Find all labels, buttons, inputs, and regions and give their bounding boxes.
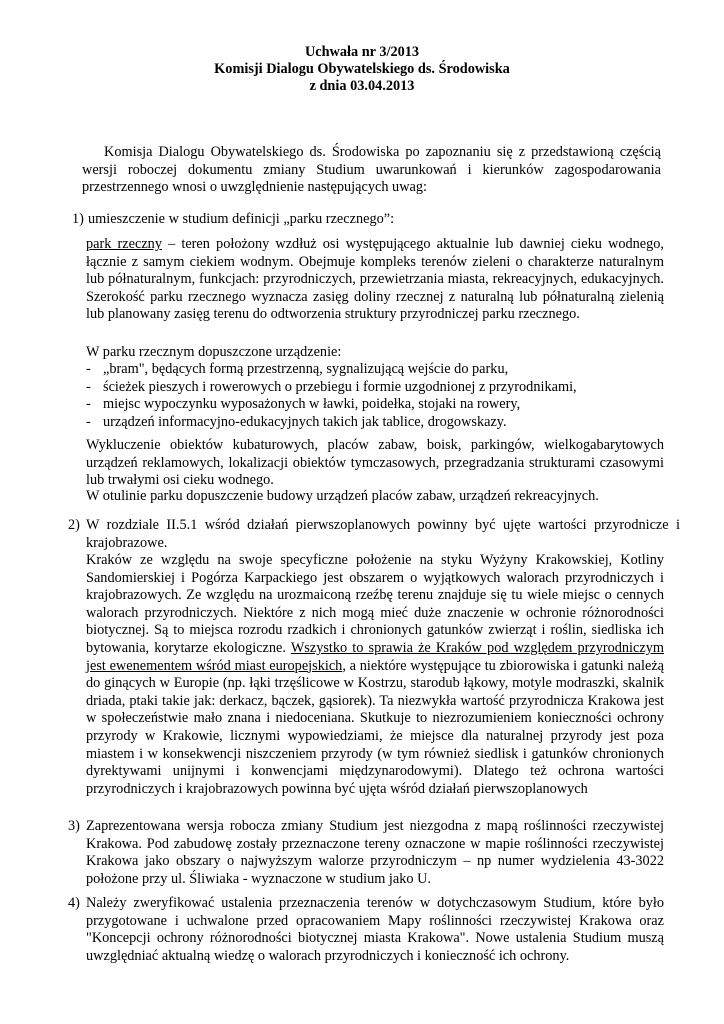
park-definition-text: – teren położony wzdłuż osi występującego aktualnie lub dawniej cieku wodnego, łącznie z samym ciekiem wodnym. Obejmuje kompleks terenów zieleni o charakterze naturalnym lub półnaturalnym, funkcjach: przyrodniczych, przewietrzania miasta, rekreacyjnych, edukacyjnych. Szerokość parku rzecznego wyznacza zasięg doliny rzecznej z naturalną lub półnaturalną zielenią lub planowany zasięg terenu do odtworzenia struktury przyrodniczej parku rzecznego. xyxy=(86,236,665,323)
allowed-intro: W parku rzecznym dopuszczone urządzenie: xyxy=(86,344,342,360)
park-definition xyxy=(86,236,664,324)
item-2-body-rest: , a niektóre występujące tu zbiorowiska i gatunki należą do ginących w Europie (np. łąki trzęślicowe w Kostrzu, starodub łąkowy, motyle modraszki, skalnik driada, ptaki takie jak: derkacz, bączek, gąsiorek). Ta niezwykła wartość przyrodnicza Krakowa jest w społeczeństwie mało znana i niedoceniana. Skutkuje to niezrozumieniem konieczności ochrony przyrody w Krakowie, licznymi wypowiedziami, że miejsce dla naturalnej przyrody jest poza miastem i w konsekwencji niszczeniem przyrody (w tym również siedlisk i gatunków chronionych dyrektywami unijnymi i konwencjami międzynarodowymi). Dlatego też ochrona wartości przyrodniczych i krajobrazowych powinna być ujęta wśród działań pierwszoplanowych xyxy=(86,657,665,797)
item-2-chapter-note: W rozdziale II.5.1 wśród działań pierwszoplanowych powinny być ujęte wartości przyrodnicze i krajobrazowe. xyxy=(86,517,680,551)
item-1-number: 1) xyxy=(72,211,84,227)
allowed-item-text: miejsc wypoczynku wyposażonych w ławki, poidełka, stojaki na rowery, xyxy=(103,396,521,413)
allowed-item-text: „bram", będących formą przestrzenną, sygnalizującą wejście do parku, xyxy=(103,361,509,377)
item-2-number: 2) xyxy=(68,517,80,533)
item-2-body-text: Kraków ze względu na swoje specyficzne położenie na styku Wyżyny Krakowskiej, Kotliny Sandomierskiej i Pogórza Karpackiego jest obszarem o wyjątkowych walorach przyrodniczych i krajobrazowych. Ze względu na urozmaiconą rzeźbę terenu znajduje się tu wiele miejsc o cennych walorach przyrodniczych. Niektóre z nich mogą mieć duże znaczenie w ochronie różnorodności biotycznej. Są to miejsca rozrodu rzadkich i chronionych gatunków zwierząt i roślin, siedliska ich bytowania, korytarze ekologiczne. xyxy=(86,552,664,656)
resolution-number: Uchwała nr 3/2013 xyxy=(304,44,420,60)
committee-name: Komisji Dialogu Obywatelskiego ds. Środowiska xyxy=(214,61,510,77)
item-3-number: 3) xyxy=(68,818,80,834)
intro-paragraph: Komisja Dialogu Obywatelskiego ds. Środowiska po zapoznaniu się z przedstawioną częścią wersji roboczej dokumentu zmiany Studium uwarunkowań i kierunków zagospodarowania przestrzennego wnosi o uwzględnienie następujących uwag: xyxy=(82,144,661,196)
resolution-date: z dnia 03.04.2013 xyxy=(309,78,415,94)
allowed-item-text: ścieżek pieszych i rowerowych o przebiegu i formie uzgodnionej z przyrodnikami, xyxy=(103,378,577,395)
allowed-item-text: urządzeń informacyjno-edukacyjnych takich jak tablice, drogowskazy. xyxy=(103,413,507,430)
exclusion-paragraph: Wykluczenie obiektów kubaturowych, placów zabaw, boisk, parkingów, wielkogabarytowych urządzeń reklamowych, lokalizacji obiektów tymczasowych, przegradzania strukturami czasowymi lub trwałymi osi cieku wodnego. xyxy=(86,437,664,489)
list-dash: - xyxy=(86,378,91,395)
list-dash: - xyxy=(86,413,91,430)
park-term: park rzeczny xyxy=(86,236,162,252)
buffer-paragraph: W otulinie parku dopuszczenie budowy urządzeń placów zabaw, urządzeń rekreacyjnych. xyxy=(86,488,599,504)
item-4-text: Należy zweryfikować ustalenia przeznaczenia terenów w dotychczasowym Studium, które było przygotowane i uchwalone przed opracowaniem Mapy roślinności rzeczywistej Krakowa oraz "Koncepcji ochrony różnorodności biotycznej miasta Krakowa". Nowe ustalenia Studium muszą uwzględniać aktualną wiedzę o walorach przyrodniczych i konieczność ich ochrony. xyxy=(86,895,664,964)
item-1-heading: umieszczenie w studium definicji „parku rzecznego”: xyxy=(88,211,395,227)
item-4-number: 4) xyxy=(68,895,80,911)
item-3-text: Zaprezentowana wersja robocza zmiany Studium jest niezgodna z mapą roślinności rzeczywistej Krakowa. Pod zabudowę zostały przeznaczone tereny oznaczone w mapie roślinności rzeczywistej Krakowa jako obszary o najwyższym walorze przyrodniczym – np numer wydzielenia 43-3022 położone przy ul. Śliwiaka - wyznaczone w studium jako U. xyxy=(86,818,664,887)
item-2-body xyxy=(86,552,664,798)
list-dash: - xyxy=(86,396,91,413)
item-2-underlined-text: Wszystko to sprawia że Kraków pod względem przyrodniczym jest ewenementem wśród miast europejskich xyxy=(86,639,664,674)
list-dash: - xyxy=(86,361,91,377)
